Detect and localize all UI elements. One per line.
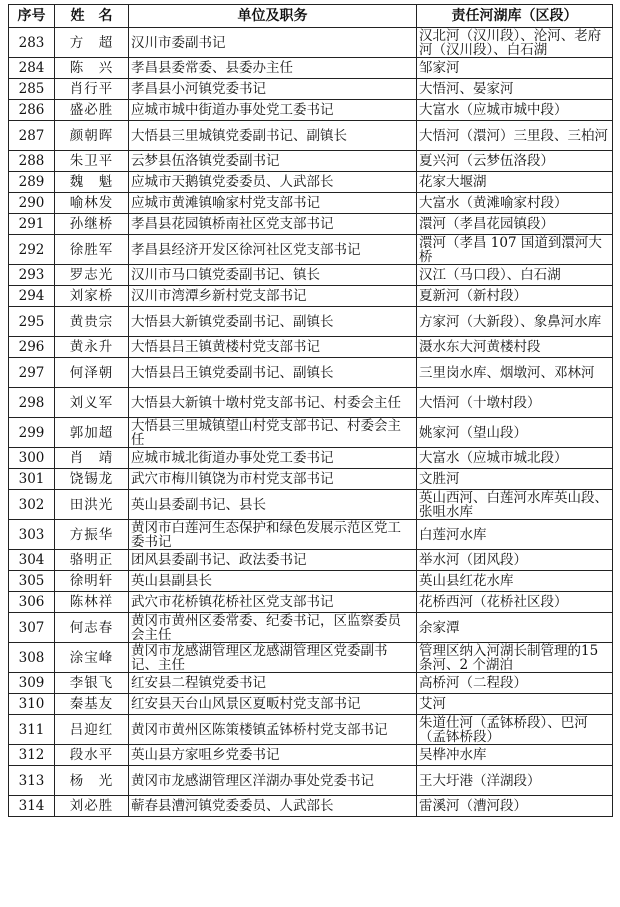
- cell-serial-number: 290: [9, 193, 55, 214]
- cell-name: 方振华: [55, 520, 129, 550]
- cell-serial-number: 293: [9, 265, 55, 286]
- cell-unit-position: 黄冈市黄州区陈策楼镇孟钵桥村党支部书记: [129, 715, 417, 745]
- table-row: [9, 715, 613, 745]
- cell-serial-number: 283: [9, 28, 55, 58]
- table-row: [9, 265, 613, 286]
- cell-serial-number: 304: [9, 550, 55, 571]
- cell-serial-number: 308: [9, 643, 55, 673]
- table-row: [9, 193, 613, 214]
- cell-serial-number: 307: [9, 613, 55, 643]
- cell-serial-number: 296: [9, 337, 55, 358]
- cell-name: 秦基友: [55, 694, 129, 715]
- cell-serial-number: 299: [9, 418, 55, 448]
- cell-responsible-area: 朱道仕河（孟钵桥段）、巴河（孟钵桥段）: [417, 715, 613, 745]
- cell-unit-position: 红安县天台山风景区夏畈村党支部书记: [129, 694, 417, 715]
- cell-unit-position: 应城市城北街道办事处党工委书记: [129, 448, 417, 469]
- cell-name: 刘家桥: [55, 286, 129, 307]
- cell-responsible-area: 大富水（应城市城中段）: [417, 100, 613, 121]
- cell-unit-position: 应城市黄滩镇喻家村党支部书记: [129, 193, 417, 214]
- cell-responsible-area: 英山西河、白莲河水库英山段、张咀水库: [417, 490, 613, 520]
- table-row: [9, 694, 613, 715]
- cell-unit-position: 大悟县吕王镇党委副书记、副镇长: [129, 358, 417, 388]
- table-row: [9, 745, 613, 766]
- header-serial-number: 序号: [9, 5, 55, 28]
- cell-unit-position: 红安县二程镇党委书记: [129, 673, 417, 694]
- cell-unit-position: 汉川市马口镇党委副书记、镇长: [129, 265, 417, 286]
- cell-unit-position: 大悟县大新镇十墩村党支部书记、村委会主任: [129, 388, 417, 418]
- cell-unit-position: 大悟县大新镇党委副书记、副镇长: [129, 307, 417, 337]
- cell-responsible-area: 花桥西河（花桥社区段）: [417, 592, 613, 613]
- cell-name: 黄永升: [55, 337, 129, 358]
- cell-name: 陈 兴: [55, 58, 129, 79]
- cell-responsible-area: 英山县红花水库: [417, 571, 613, 592]
- cell-serial-number: 285: [9, 79, 55, 100]
- cell-name: 何泽朝: [55, 358, 129, 388]
- cell-responsible-area: 滠水东大河黄楼村段: [417, 337, 613, 358]
- cell-unit-position: 汉川市委副书记: [129, 28, 417, 58]
- cell-responsible-area: 举水河（团风段）: [417, 550, 613, 571]
- cell-serial-number: 295: [9, 307, 55, 337]
- cell-name: 魏 魁: [55, 172, 129, 193]
- cell-name: 郭加超: [55, 418, 129, 448]
- cell-unit-position: 武穴市梅川镇饶为市村党支部书记: [129, 469, 417, 490]
- cell-responsible-area: 大悟河、晏家河: [417, 79, 613, 100]
- header-responsible-area: 责任河湖库（区段）: [417, 5, 613, 28]
- cell-serial-number: 301: [9, 469, 55, 490]
- cell-name: 陈林祥: [55, 592, 129, 613]
- table-row: [9, 307, 613, 337]
- table-row: [9, 766, 613, 796]
- cell-serial-number: 294: [9, 286, 55, 307]
- cell-serial-number: 298: [9, 388, 55, 418]
- cell-serial-number: 310: [9, 694, 55, 715]
- cell-name: 刘必胜: [55, 796, 129, 817]
- cell-serial-number: 287: [9, 121, 55, 151]
- cell-name: 颜朝晖: [55, 121, 129, 151]
- table-row: [9, 172, 613, 193]
- cell-serial-number: 312: [9, 745, 55, 766]
- table-row: [9, 100, 613, 121]
- table-row: [9, 592, 613, 613]
- cell-unit-position: 英山县方家咀乡党委书记: [129, 745, 417, 766]
- cell-name: 肖行平: [55, 79, 129, 100]
- cell-name: 肖 靖: [55, 448, 129, 469]
- cell-name: 何志春: [55, 613, 129, 643]
- cell-serial-number: 311: [9, 715, 55, 745]
- cell-responsible-area: 高桥河（二程段）: [417, 673, 613, 694]
- cell-name: 涂宝峰: [55, 643, 129, 673]
- cell-unit-position: 孝昌县经济开发区徐河社区党支部书记: [129, 235, 417, 265]
- cell-responsible-area: 澴河（孝昌 107 国道到澴河大桥: [417, 235, 613, 265]
- table-row: [9, 448, 613, 469]
- header-name: 姓 名: [55, 5, 129, 28]
- table-row: [9, 388, 613, 418]
- table-row: [9, 643, 613, 673]
- cell-unit-position: 应城市城中街道办事处党工委书记: [129, 100, 417, 121]
- cell-responsible-area: 汉江（马口段）、白石湖: [417, 265, 613, 286]
- cell-responsible-area: 邹家河: [417, 58, 613, 79]
- cell-unit-position: 黄冈市龙感湖管理区洋湖办事处党委书记: [129, 766, 417, 796]
- cell-name: 田洪光: [55, 490, 129, 520]
- cell-serial-number: 297: [9, 358, 55, 388]
- cell-name: 黄贵宗: [55, 307, 129, 337]
- cell-responsible-area: 夏兴河（云梦伍洛段）: [417, 151, 613, 172]
- cell-serial-number: 309: [9, 673, 55, 694]
- cell-responsible-area: 澴河（孝昌花园镇段）: [417, 214, 613, 235]
- cell-name: 吕迎红: [55, 715, 129, 745]
- table-row: [9, 214, 613, 235]
- cell-name: 喻林发: [55, 193, 129, 214]
- cell-serial-number: 286: [9, 100, 55, 121]
- cell-responsible-area: 吴桦冲水库: [417, 745, 613, 766]
- cell-serial-number: 314: [9, 796, 55, 817]
- cell-unit-position: 英山县委副书记、县长: [129, 490, 417, 520]
- cell-serial-number: 302: [9, 490, 55, 520]
- cell-unit-position: 黄冈市白莲河生态保护和绿色发展示范区党工委书记: [129, 520, 417, 550]
- cell-name: 徐明轩: [55, 571, 129, 592]
- cell-unit-position: 大悟县三里城镇党委副书记、副镇长: [129, 121, 417, 151]
- cell-unit-position: 大悟县三里城镇望山村党支部书记、村委会主任: [129, 418, 417, 448]
- cell-unit-position: 应城市天鹅镇党委委员、人武部长: [129, 172, 417, 193]
- cell-unit-position: 黄冈市黄州区委常委、纪委书记，区监察委员会主任: [129, 613, 417, 643]
- cell-name: 骆明正: [55, 550, 129, 571]
- cell-unit-position: 汉川市湾潭乡新村党支部书记: [129, 286, 417, 307]
- cell-responsible-area: 雷溪河（漕河段）: [417, 796, 613, 817]
- table-row: [9, 613, 613, 643]
- table-row: [9, 673, 613, 694]
- cell-serial-number: 289: [9, 172, 55, 193]
- cell-unit-position: 孝昌县委常委、县委办主任: [129, 58, 417, 79]
- cell-unit-position: 英山县副县长: [129, 571, 417, 592]
- cell-unit-position: 大悟县吕王镇黄楼村党支部书记: [129, 337, 417, 358]
- table-row: [9, 151, 613, 172]
- table-row: [9, 520, 613, 550]
- table-row: [9, 571, 613, 592]
- cell-responsible-area: 大悟河（澴河）三里段、三柏河: [417, 121, 613, 151]
- cell-responsible-area: 白莲河水库: [417, 520, 613, 550]
- cell-serial-number: 303: [9, 520, 55, 550]
- cell-name: 杨 光: [55, 766, 129, 796]
- header-unit-position: 单位及职务: [129, 5, 417, 28]
- cell-serial-number: 306: [9, 592, 55, 613]
- cell-serial-number: 288: [9, 151, 55, 172]
- cell-responsible-area: 艾河: [417, 694, 613, 715]
- cell-name: 徐胜军: [55, 235, 129, 265]
- table-row: [9, 58, 613, 79]
- cell-responsible-area: 汉北河（汉川段）、沦河、老府河（汉川段）、白石湖: [417, 28, 613, 58]
- table-row: [9, 79, 613, 100]
- cell-responsible-area: 大悟河（十墩村段）: [417, 388, 613, 418]
- cell-name: 李银飞: [55, 673, 129, 694]
- cell-serial-number: 300: [9, 448, 55, 469]
- cell-name: 段水平: [55, 745, 129, 766]
- table-row: [9, 286, 613, 307]
- table-row: [9, 235, 613, 265]
- cell-name: 盛必胜: [55, 100, 129, 121]
- table-row: [9, 337, 613, 358]
- table-body: [9, 28, 613, 817]
- cell-responsible-area: 姚家河（望山段）: [417, 418, 613, 448]
- cell-unit-position: 孝昌县花园镇桥南社区党支部书记: [129, 214, 417, 235]
- cell-responsible-area: 王大圩港（洋湖段）: [417, 766, 613, 796]
- cell-unit-position: 黄冈市龙感湖管理区龙感湖管理区党委副书记、主任: [129, 643, 417, 673]
- cell-responsible-area: 文胜河: [417, 469, 613, 490]
- cell-responsible-area: 花家大堰湖: [417, 172, 613, 193]
- cell-unit-position: 团风县委副书记、政法委书记: [129, 550, 417, 571]
- cell-serial-number: 313: [9, 766, 55, 796]
- table-row: [9, 28, 613, 58]
- cell-serial-number: 284: [9, 58, 55, 79]
- cell-unit-position: 孝昌县小河镇党委书记: [129, 79, 417, 100]
- river-chief-table: [8, 4, 613, 817]
- cell-name: 孙继桥: [55, 214, 129, 235]
- cell-name: 刘义军: [55, 388, 129, 418]
- table-row: [9, 469, 613, 490]
- cell-serial-number: 292: [9, 235, 55, 265]
- cell-unit-position: 蕲春县漕河镇党委委员、人武部长: [129, 796, 417, 817]
- table-row: [9, 550, 613, 571]
- cell-name: 朱卫平: [55, 151, 129, 172]
- table-row: [9, 418, 613, 448]
- table-row: [9, 358, 613, 388]
- cell-unit-position: 云梦县伍洛镇党委副书记: [129, 151, 417, 172]
- table-header-row: [9, 5, 613, 28]
- cell-responsible-area: 大富水（黄滩喻家村段）: [417, 193, 613, 214]
- cell-unit-position: 武穴市花桥镇花桥社区党支部书记: [129, 592, 417, 613]
- table-row: [9, 121, 613, 151]
- cell-serial-number: 291: [9, 214, 55, 235]
- cell-name: 罗志光: [55, 265, 129, 286]
- cell-name: 饶锡龙: [55, 469, 129, 490]
- table-row: [9, 490, 613, 520]
- table-row: [9, 796, 613, 817]
- cell-responsible-area: 三里岗水库、烟墩河、邓林河: [417, 358, 613, 388]
- roster-table-container: [8, 4, 612, 817]
- cell-serial-number: 305: [9, 571, 55, 592]
- cell-responsible-area: 大富水（应城市城北段）: [417, 448, 613, 469]
- cell-name: 方 超: [55, 28, 129, 58]
- cell-responsible-area: 管理区纳入河湖长制管理的15 条河、2 个湖泊: [417, 643, 613, 673]
- cell-responsible-area: 方家河（大新段）、象鼻河水库: [417, 307, 613, 337]
- cell-responsible-area: 夏新河（新村段）: [417, 286, 613, 307]
- cell-responsible-area: 余家潭: [417, 613, 613, 643]
